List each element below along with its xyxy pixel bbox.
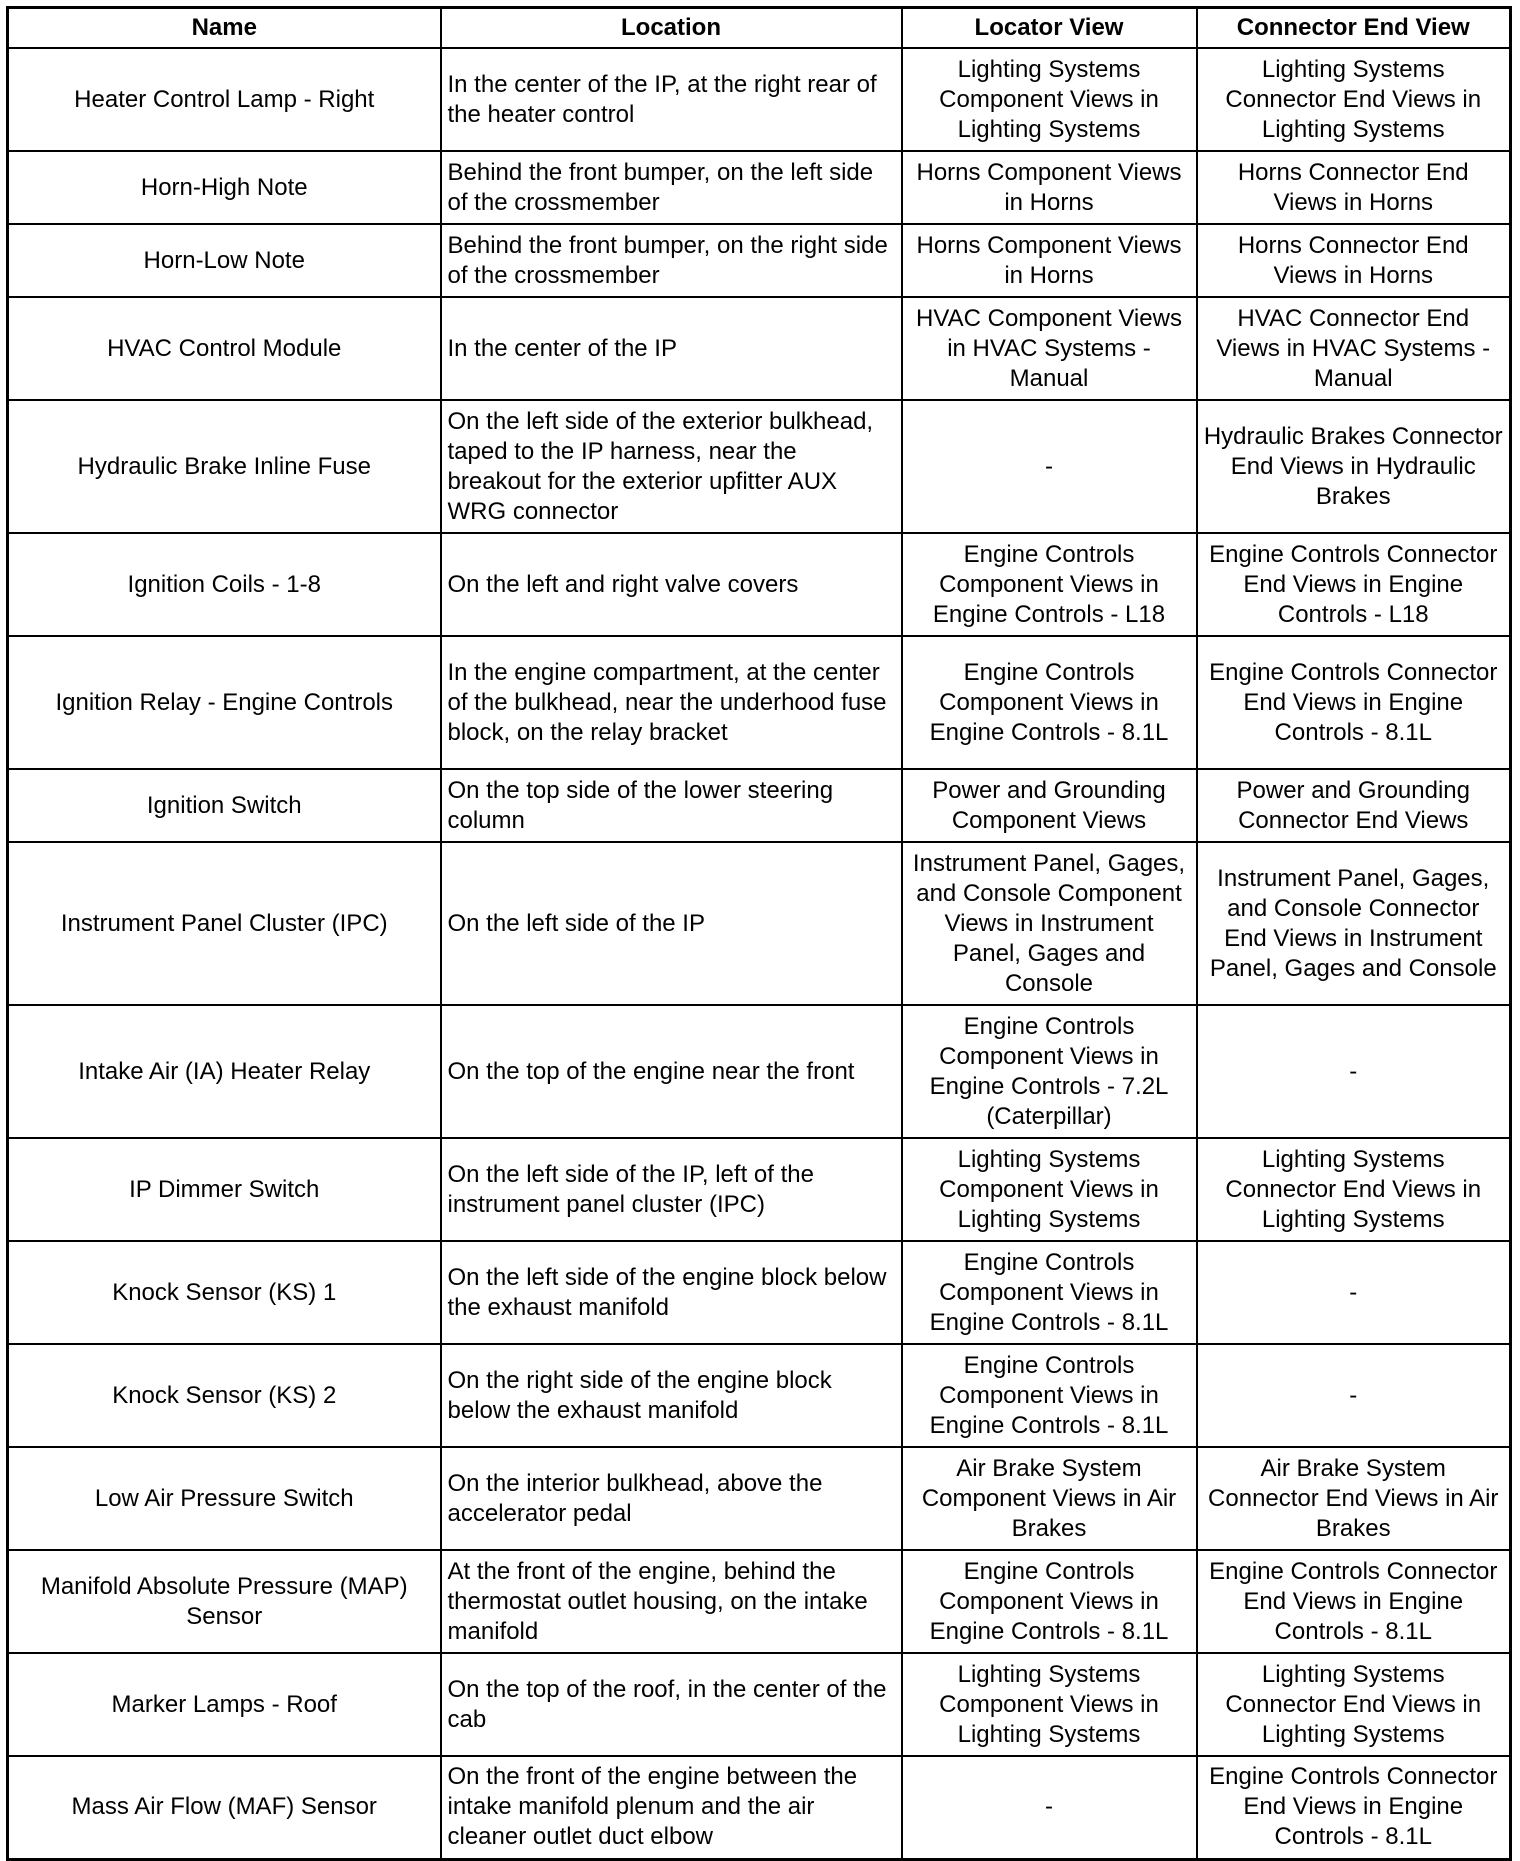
component-name: Ignition Relay - Engine Controls bbox=[8, 636, 441, 769]
component-name: Horn-Low Note bbox=[8, 224, 441, 297]
component-location: At the front of the engine, behind the thermostat outlet housing, on the intake manifold bbox=[441, 1550, 902, 1653]
component-location: On the left side of the engine block below the exhaust manifold bbox=[441, 1241, 902, 1344]
connector-end-view-ref: Engine Controls Connector End Views in Engine Controls - 8.1L bbox=[1197, 1756, 1511, 1859]
locator-view-ref: Lighting Systems Component Views in Lighting Systems bbox=[902, 48, 1197, 151]
table-row bbox=[8, 1241, 1511, 1344]
table-row bbox=[8, 1344, 1511, 1447]
connector-end-view-ref: Air Brake System Connector End Views in Air Brakes bbox=[1197, 1447, 1511, 1550]
locator-view-ref: Power and Grounding Component Views bbox=[902, 769, 1197, 842]
component-name: Heater Control Lamp - Right bbox=[8, 48, 441, 151]
component-name: Ignition Coils - 1-8 bbox=[8, 533, 441, 636]
connector-end-view-ref: Horns Connector End Views in Horns bbox=[1197, 224, 1511, 297]
table-row bbox=[8, 1550, 1511, 1653]
component-locator-table bbox=[6, 6, 1512, 1861]
component-location: On the left side of the IP, left of the instrument panel cluster (IPC) bbox=[441, 1138, 902, 1241]
component-location: On the top side of the lower steering column bbox=[441, 769, 902, 842]
component-location: On the top of the engine near the front bbox=[441, 1005, 902, 1138]
component-name: Instrument Panel Cluster (IPC) bbox=[8, 842, 441, 1005]
locator-view-ref: - bbox=[902, 400, 1197, 533]
component-location: On the right side of the engine block below the exhaust manifold bbox=[441, 1344, 902, 1447]
component-name: Low Air Pressure Switch bbox=[8, 1447, 441, 1550]
locator-view-ref: Engine Controls Component Views in Engine Controls - 8.1L bbox=[902, 1344, 1197, 1447]
component-location: On the front of the engine between the intake manifold plenum and the air cleaner outlet duct elbow bbox=[441, 1756, 902, 1859]
table-row bbox=[8, 151, 1511, 224]
component-name: Hydraulic Brake Inline Fuse bbox=[8, 400, 441, 533]
table-row bbox=[8, 1138, 1511, 1241]
component-name: Knock Sensor (KS) 1 bbox=[8, 1241, 441, 1344]
table-row bbox=[8, 224, 1511, 297]
component-name: Manifold Absolute Pressure (MAP) Sensor bbox=[8, 1550, 441, 1653]
locator-view-ref: Instrument Panel, Gages, and Console Component Views in Instrument Panel, Gages and Console bbox=[902, 842, 1197, 1005]
component-name: Horn-High Note bbox=[8, 151, 441, 224]
connector-end-view-ref: - bbox=[1197, 1344, 1511, 1447]
connector-end-view-ref: Instrument Panel, Gages, and Console Connector End Views in Instrument Panel, Gages and Console bbox=[1197, 842, 1511, 1005]
header-locator-view: Locator View bbox=[902, 8, 1197, 49]
header-name: Name bbox=[8, 8, 441, 49]
component-location: On the top of the roof, in the center of the cab bbox=[441, 1653, 902, 1756]
locator-view-ref: Engine Controls Component Views in Engine Controls - 8.1L bbox=[902, 1241, 1197, 1344]
locator-view-ref: Lighting Systems Component Views in Lighting Systems bbox=[902, 1653, 1197, 1756]
table-row bbox=[8, 1756, 1511, 1859]
connector-end-view-ref: Engine Controls Connector End Views in Engine Controls - 8.1L bbox=[1197, 1550, 1511, 1653]
component-name: Intake Air (IA) Heater Relay bbox=[8, 1005, 441, 1138]
locator-view-ref: Engine Controls Component Views in Engine Controls - 7.2L (Caterpillar) bbox=[902, 1005, 1197, 1138]
component-location: On the left side of the exterior bulkhead, taped to the IP harness, near the breakout for the exterior upfitter AUX WRG connector bbox=[441, 400, 902, 533]
component-name: Marker Lamps - Roof bbox=[8, 1653, 441, 1756]
table-row bbox=[8, 1005, 1511, 1138]
table-row bbox=[8, 636, 1511, 769]
component-name: Mass Air Flow (MAF) Sensor bbox=[8, 1756, 441, 1859]
locator-view-ref: Engine Controls Component Views in Engine Controls - 8.1L bbox=[902, 1550, 1197, 1653]
connector-end-view-ref: Hydraulic Brakes Connector End Views in Hydraulic Brakes bbox=[1197, 400, 1511, 533]
component-location: On the left side of the IP bbox=[441, 842, 902, 1005]
connector-end-view-ref: - bbox=[1197, 1005, 1511, 1138]
table-row bbox=[8, 1447, 1511, 1550]
locator-view-ref: Horns Component Views in Horns bbox=[902, 151, 1197, 224]
table-row bbox=[8, 769, 1511, 842]
connector-end-view-ref: - bbox=[1197, 1241, 1511, 1344]
header-location: Location bbox=[441, 8, 902, 49]
component-name: HVAC Control Module bbox=[8, 297, 441, 400]
connector-end-view-ref: Lighting Systems Connector End Views in Lighting Systems bbox=[1197, 48, 1511, 151]
locator-view-ref: Engine Controls Component Views in Engine Controls - L18 bbox=[902, 533, 1197, 636]
table-row bbox=[8, 400, 1511, 533]
connector-end-view-ref: Horns Connector End Views in Horns bbox=[1197, 151, 1511, 224]
connector-end-view-ref: Power and Grounding Connector End Views bbox=[1197, 769, 1511, 842]
locator-view-ref: HVAC Component Views in HVAC Systems - Manual bbox=[902, 297, 1197, 400]
component-location: In the center of the IP, at the right rear of the heater control bbox=[441, 48, 902, 151]
locator-view-ref: Air Brake System Component Views in Air Brakes bbox=[902, 1447, 1197, 1550]
table-row bbox=[8, 533, 1511, 636]
component-location: In the center of the IP bbox=[441, 297, 902, 400]
header-row bbox=[8, 8, 1511, 49]
component-location: Behind the front bumper, on the right side of the crossmember bbox=[441, 224, 902, 297]
locator-view-ref: Horns Component Views in Horns bbox=[902, 224, 1197, 297]
connector-end-view-ref: Lighting Systems Connector End Views in Lighting Systems bbox=[1197, 1138, 1511, 1241]
locator-view-ref: - bbox=[902, 1756, 1197, 1859]
component-location: In the engine compartment, at the center of the bulkhead, near the underhood fuse block, on the relay bracket bbox=[441, 636, 902, 769]
connector-end-view-ref: HVAC Connector End Views in HVAC Systems - Manual bbox=[1197, 297, 1511, 400]
locator-view-ref: Engine Controls Component Views in Engine Controls - 8.1L bbox=[902, 636, 1197, 769]
component-location: On the left and right valve covers bbox=[441, 533, 902, 636]
connector-end-view-ref: Lighting Systems Connector End Views in Lighting Systems bbox=[1197, 1653, 1511, 1756]
table-row bbox=[8, 297, 1511, 400]
table-row bbox=[8, 842, 1511, 1005]
component-location: Behind the front bumper, on the left side of the crossmember bbox=[441, 151, 902, 224]
table-row bbox=[8, 1653, 1511, 1756]
header-connector-end-view: Connector End View bbox=[1197, 8, 1511, 49]
component-location: On the interior bulkhead, above the accelerator pedal bbox=[441, 1447, 902, 1550]
component-name: Ignition Switch bbox=[8, 769, 441, 842]
connector-end-view-ref: Engine Controls Connector End Views in Engine Controls - L18 bbox=[1197, 533, 1511, 636]
connector-end-view-ref: Engine Controls Connector End Views in Engine Controls - 8.1L bbox=[1197, 636, 1511, 769]
locator-view-ref: Lighting Systems Component Views in Lighting Systems bbox=[902, 1138, 1197, 1241]
table-row bbox=[8, 48, 1511, 151]
component-name: IP Dimmer Switch bbox=[8, 1138, 441, 1241]
component-name: Knock Sensor (KS) 2 bbox=[8, 1344, 441, 1447]
